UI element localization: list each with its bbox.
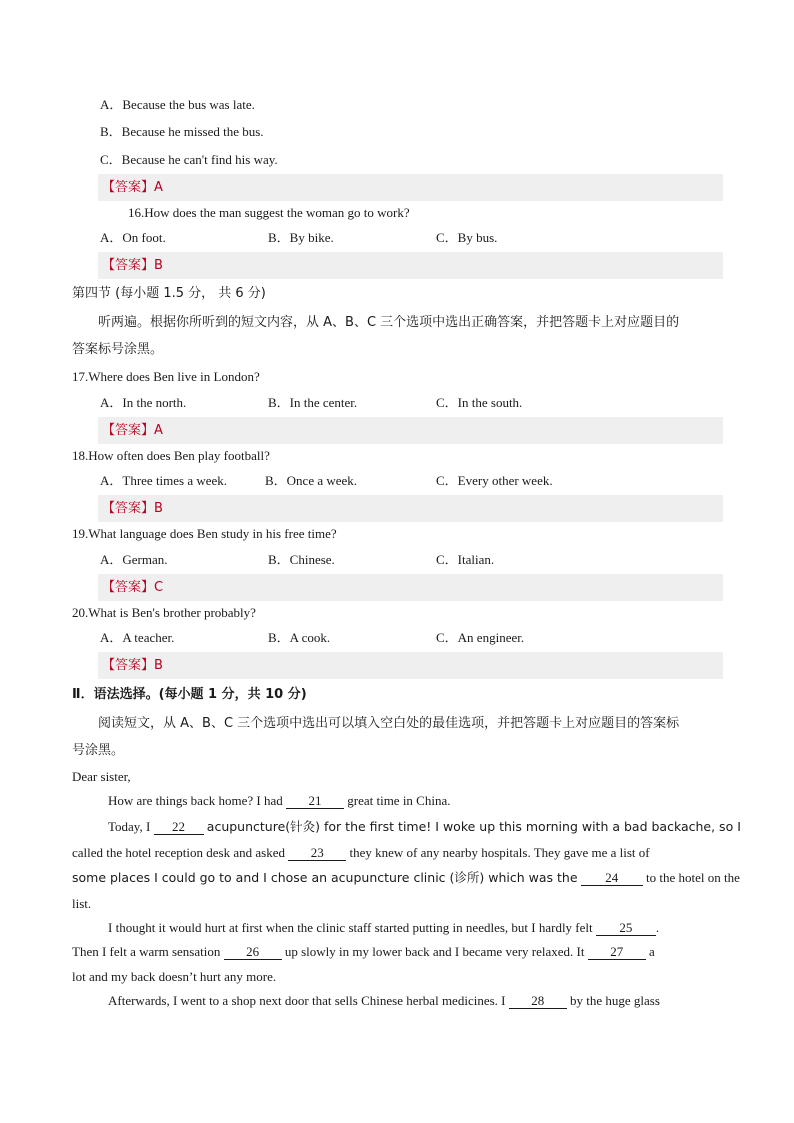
letter-text: great time in China. [347,793,451,808]
letter-text: . [655,920,660,935]
q18-option-a: A．Three times a week. [100,473,228,488]
blank-25: 25 [596,921,656,936]
letter-paragraph4-line1 [108,992,723,1010]
q19-question: 19.What language does Ben study in his free time? [72,526,337,541]
letter-paragraph3-line3: lot and my back doesn’t hurt any more. [72,969,277,984]
q20-answer-text: 【答案】B [102,658,163,673]
q16-option-c: C．By bus. [436,230,498,245]
letter-text: a [649,944,655,959]
section4-title: 第四节 (每小题 1.5 分， 共 6 分) [72,286,266,301]
q18-option-b: B．Once a week. [265,473,358,488]
q16-option-a: A．On foot. [100,230,166,245]
q19-answer-text: 【答案】C [102,580,164,595]
letter-paragraph2-line3 [72,869,740,887]
letter-paragraph3-line1 [108,919,723,937]
blank-22: 22 [154,820,204,835]
letter-text: up slowly in my lower back and I became very relaxed. It [284,944,585,959]
letter-paragraph2-line1 [108,818,741,836]
letter-text: I thought it would hurt at first when the clinic staff started putting in needles, but I hardly felt [108,920,593,935]
letter-text: Today, I [108,819,151,834]
q20-option-c: C．An engineer. [436,630,525,645]
part2-title: Ⅱ．语法选择。(每小题 1 分，共 10 分) [72,687,307,702]
blank-21: 21 [286,794,344,809]
letter-text: to the hotel on the [646,870,740,885]
letter-text: How are things back home? I had [108,793,283,808]
q15-option-a: A．Because the bus was late. [100,97,255,112]
q19-option-b: B．Chinese. [268,552,335,567]
letter-text: acupuncture(针灸) for the first time! I woke up this morning with a bad backache, so I [206,819,741,834]
q18-answer-text: 【答案】B [102,501,163,516]
q17-question: 17.Where does Ben live in London? [72,369,260,384]
q18-option-c: C．Every other week. [436,473,553,488]
blank-23: 23 [288,846,346,861]
letter-text: by the huge glass [569,993,660,1008]
blank-28: 28 [509,994,567,1009]
q18-question: 18.How often does Ben play football? [72,448,270,463]
q18-answer [98,495,723,522]
q20-option-a: A．A teacher. [100,630,175,645]
q19-option-a: A．German. [100,552,168,567]
letter-text: some places I could go to and I chose an acupuncture clinic (诊所) which was the [72,870,578,885]
section4-instruction-line1: 听两遍。根据你所听到的短文内容，从 A、B、C 三个选项中选出正确答案，并把答题卡上对应题目的 [98,315,680,330]
q16-answer [98,252,723,279]
q20-option-b: B．A cook. [268,630,331,645]
q16-option-b: B．By bike. [268,230,334,245]
q16-question: 16.How does the man suggest the woman go to work? [128,205,410,220]
letter-paragraph1-line1 [108,792,723,810]
q20-answer [98,652,723,679]
q15-option-b: B．Because he missed the bus. [100,124,264,139]
letter-paragraph2-line4: list. [72,896,92,911]
q17-option-b: B．In the center. [268,395,358,410]
letter-text: Then I felt a warm sensation [72,944,221,959]
q19-answer [98,574,723,601]
letter-text: called the hotel reception desk and asked [72,845,285,860]
q17-answer [98,417,723,444]
letter-paragraph3-line2 [72,943,723,961]
section4-instruction-line2: 答案标号涂黑。 [72,342,164,357]
q17-answer-text: 【答案】A [102,423,163,438]
q17-option-a: A．In the north. [100,395,187,410]
q15-answer [98,174,723,201]
letter-text: Afterwards, I went to a shop next door that sells Chinese herbal medicines. I [108,993,506,1008]
part2-instruction-line1: 阅读短文，从 A、B、C 三个选项中选出可以填入空白处的最佳选项，并把答题卡上对应题目的答案标 [98,716,680,731]
part2-instruction-line2: 号涂黑。 [72,743,125,758]
q15-answer-text: 【答案】A [102,180,163,195]
letter-text: they knew of any nearby hospitals. They gave me a list of [349,845,650,860]
q20-question: 20.What is Ben's brother probably? [72,605,256,620]
blank-26: 26 [224,945,282,960]
letter-paragraph2-line2 [72,844,723,862]
q17-option-c: C．In the south. [436,395,523,410]
letter-greeting: Dear sister, [72,769,131,784]
q15-option-c: C．Because he can't find his way. [100,152,278,167]
blank-24: 24 [581,871,643,886]
q16-answer-text: 【答案】B [102,258,163,273]
q19-option-c: C．Italian. [436,552,495,567]
blank-27: 27 [588,945,646,960]
